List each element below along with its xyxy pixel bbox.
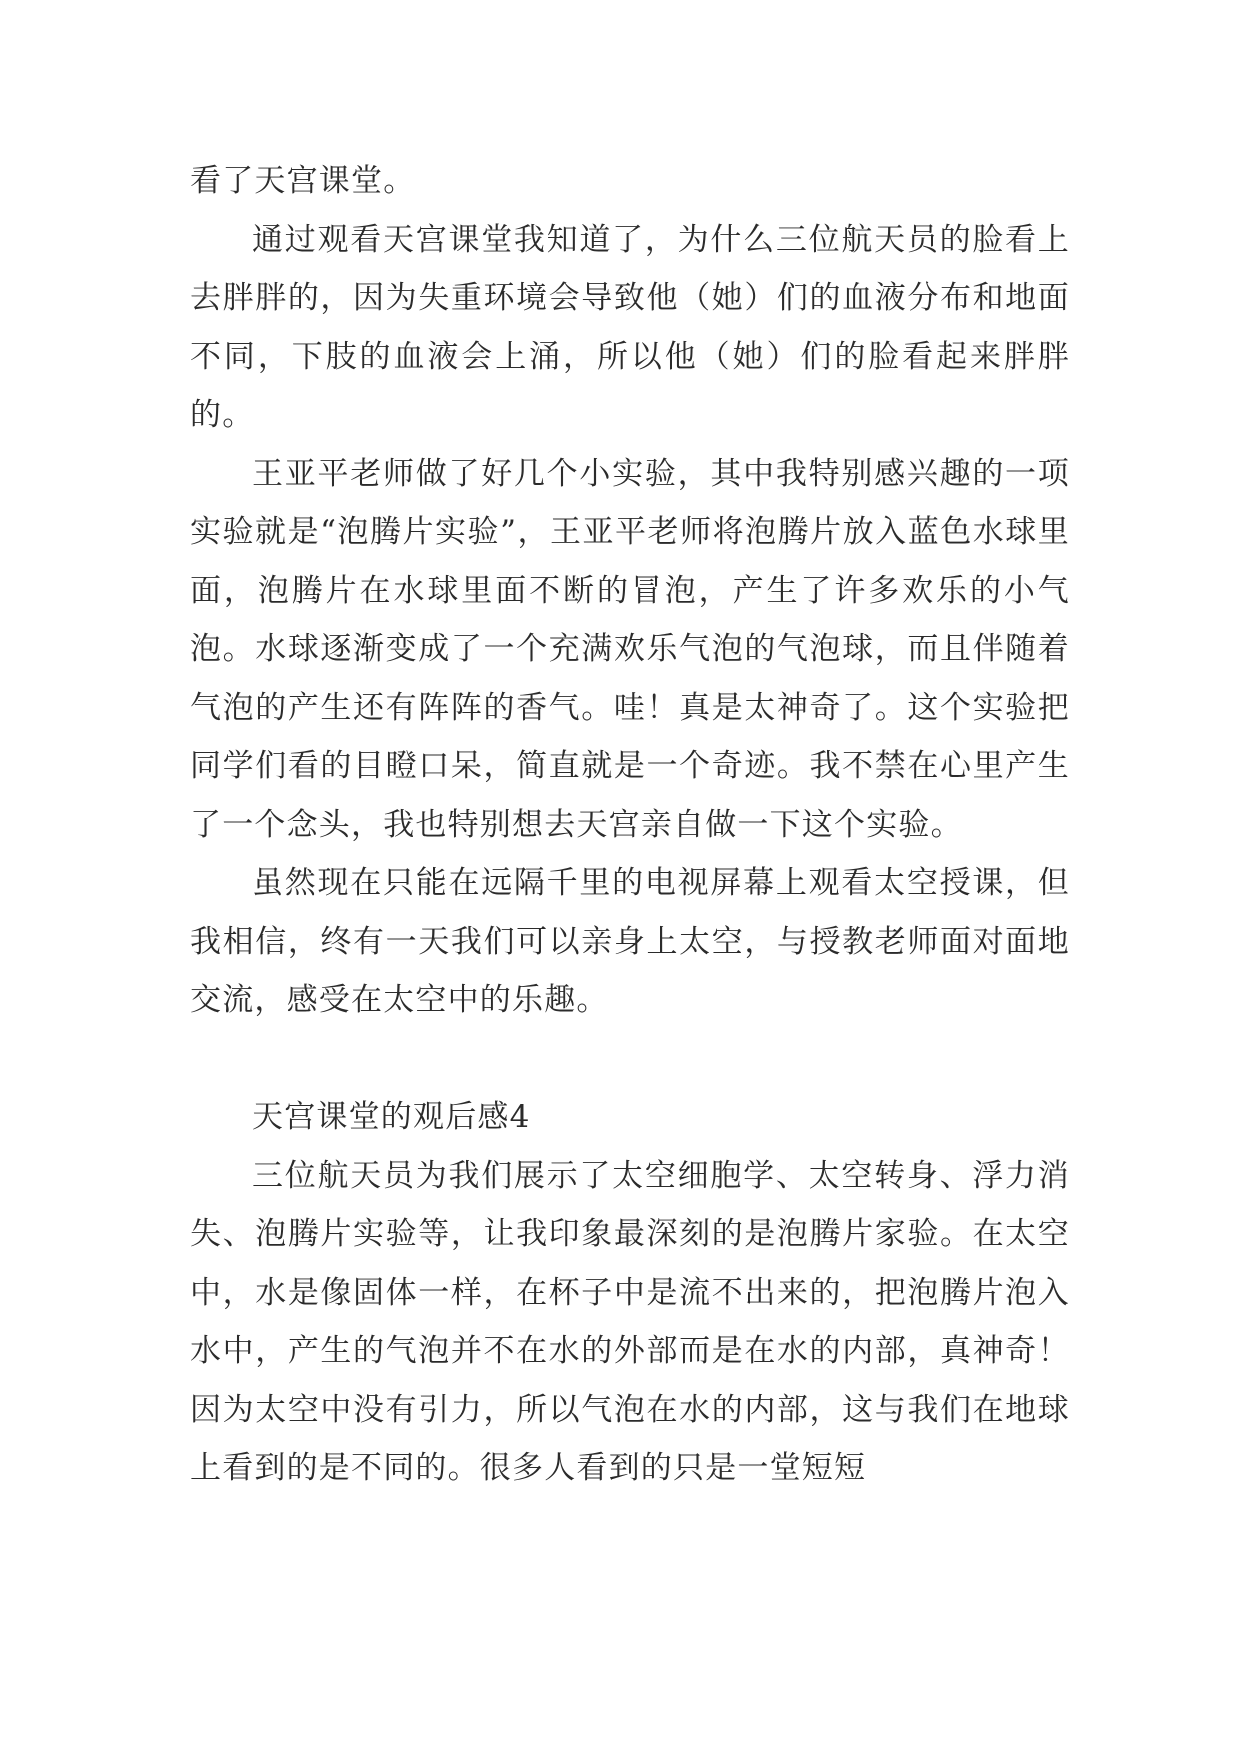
section-spacer — [190, 1030, 1070, 1089]
paragraph: 虽然现在只能在远隔千里的电视屏幕上观看太空授课，但我相信，终有一天我们可以亲身上太空，与授教老师面对面地交流，感受在太空中的乐趣。 — [190, 865, 1070, 1018]
paragraph-continuation: 看了天宫课堂。 — [190, 163, 416, 199]
paragraph: 三位航天员为我们展示了太空细胞学、太空转身、浮力消失、泡腾片实验等，让我印象最深刻的是泡腾片家验。在太空中，水是像固体一样，在杯子中是流不出来的，把泡腾片泡入水中，产生的气泡并不在水的外部而是在水的内部，真神奇！因为太空中没有引力，所以气泡在水的内部，这与我们在地球上看到的是不同的。很多人看到的只是一堂短短 — [190, 1157, 1070, 1486]
document-body — [190, 152, 1070, 1498]
paragraph: 王亚平老师做了好几个小实验，其中我特别感兴趣的一项实验就是“泡腾片实验”，王亚平老师将泡腾片放入蓝色水球里面，泡腾片在水球里面不断的冒泡，产生了许多欢乐的小气泡。水球逐渐变成了一个充满欢乐气泡的气泡球，而且伴随着气泡的产生还有阵阵的香气。哇！真是太神奇了。这个实验把同学们看的目瞪口呆，简直就是一个奇迹。我不禁在心里产生了一个念头，我也特别想去天宫亲自做一下这个实验。 — [190, 455, 1070, 843]
paragraph: 通过观看天宫课堂我知道了，为什么三位航天员的脸看上去胖胖的，因为失重环境会导致他（她）们的血液分布和地面不同，下肢的血液会上涌，所以他（她）们的脸看起来胖胖的。 — [190, 221, 1070, 433]
section-title: 天宫课堂的观后感4 — [252, 1099, 531, 1135]
